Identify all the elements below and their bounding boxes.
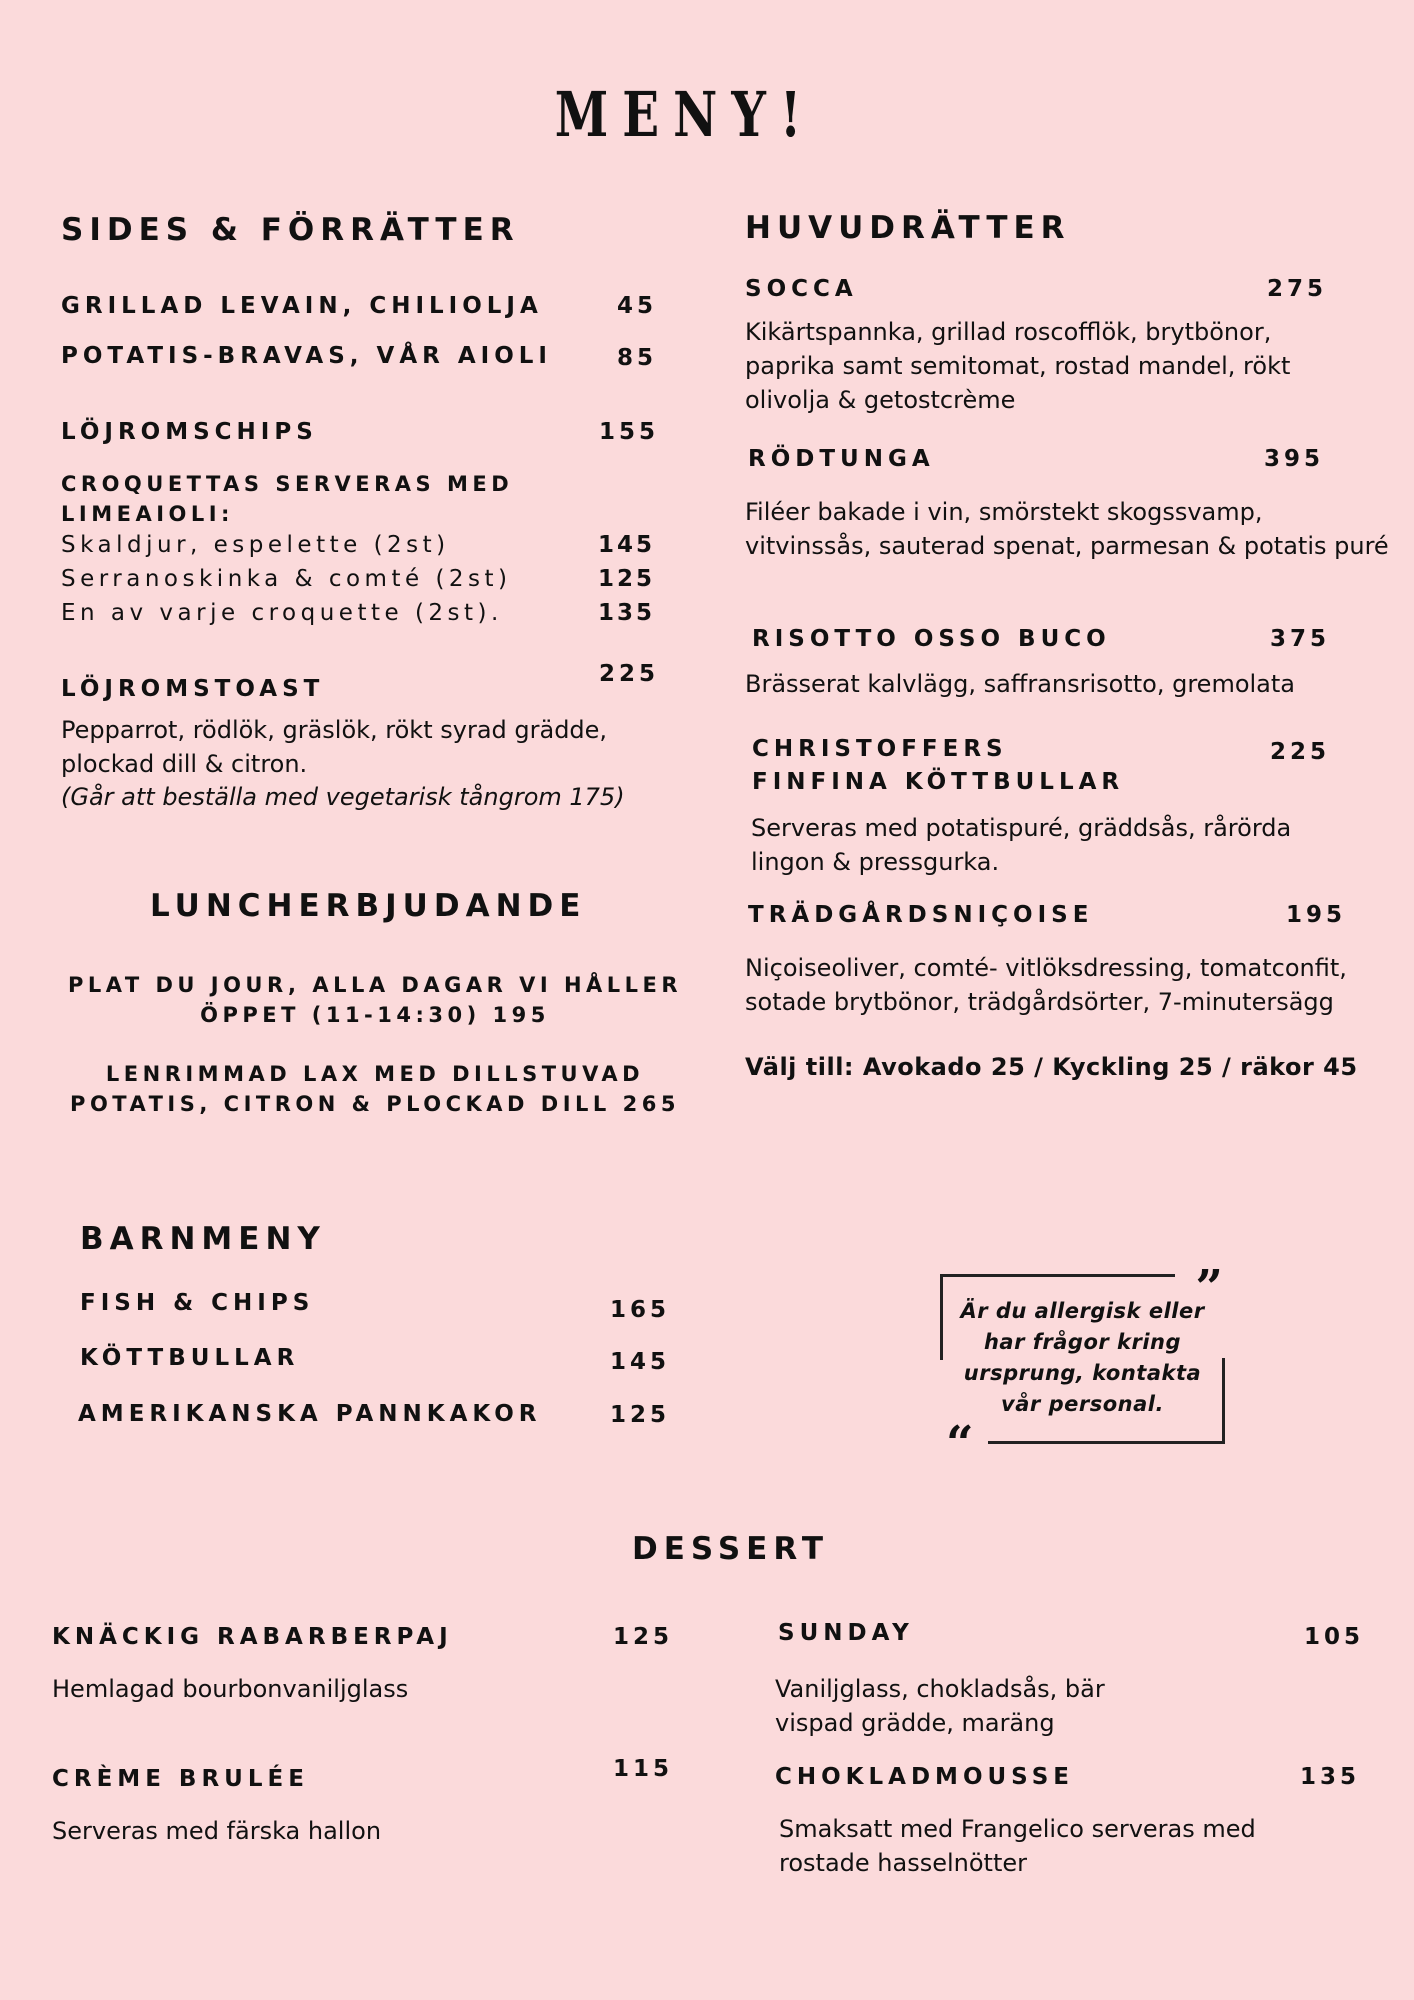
item-name: RÖDTUNGA xyxy=(748,446,935,472)
item-name: SUNDAY xyxy=(778,1620,914,1646)
lunch-offer: ÖPPET (11-14:30) 195 xyxy=(200,1003,550,1027)
section-heading-sides: SIDES & FÖRRÄTTER xyxy=(61,212,520,248)
item-price: 225 xyxy=(599,661,660,687)
croquette-price: 145 xyxy=(598,532,656,558)
quote-border xyxy=(988,1441,1225,1444)
item-price: 155 xyxy=(599,419,660,445)
lunch-offer: LENRIMMAD LAX MED DILLSTUVAD xyxy=(105,1062,645,1086)
open-quote-icon: “ xyxy=(946,1416,974,1472)
item-price: 125 xyxy=(613,1624,674,1650)
allergy-notice xyxy=(940,1260,1225,1472)
item-description: Smaksatt med Frangelico serveras med xyxy=(779,1815,1256,1843)
item-name: LÖJROMSTOAST xyxy=(61,676,325,702)
item-name: LÖJROMSCHIPS xyxy=(61,419,318,445)
item-description: vispad grädde, maräng xyxy=(775,1709,1055,1737)
item-name: CRÈME BRULÉE xyxy=(52,1766,309,1792)
item-price: 225 xyxy=(1270,739,1331,765)
item-description: Pepparrot, rödlök, gräslök, rökt syrad grädde, plockad dill & citron. xyxy=(61,716,608,778)
item-description: Vaniljglass, chokladsås, bär xyxy=(775,1675,1105,1703)
item-description: rostade hasselnötter xyxy=(779,1849,1027,1877)
item-price: 115 xyxy=(613,1756,674,1782)
section-heading-mains: HUVUDRÄTTER xyxy=(745,210,1071,246)
item-price: 105 xyxy=(1304,1624,1365,1650)
section-heading-dessert: DESSERT xyxy=(632,1531,829,1567)
item-price: 85 xyxy=(617,345,658,371)
section-heading-kids: BARNMENY xyxy=(80,1221,326,1257)
croquette-variant: Serranoskinka & comté (2st) xyxy=(61,566,512,592)
item-price: 275 xyxy=(1267,276,1328,302)
quote-border xyxy=(940,1274,1175,1277)
lunch-offer: POTATIS, CITRON & PLOCKAD DILL 265 xyxy=(70,1092,680,1116)
croquettas-heading: LIMEAIOLI: xyxy=(61,502,234,526)
item-name: AMERIKANSKA PANNKAKOR xyxy=(78,1401,542,1427)
item-name: CHRISTOFFERS xyxy=(752,736,1008,762)
item-name: RISOTTO OSSO BUCO xyxy=(752,626,1111,652)
item-name: KNÄCKIG RABARBERPAJ xyxy=(52,1624,453,1650)
item-price: 395 xyxy=(1264,446,1325,472)
item-name: TRÄDGÅRDSNIÇOISE xyxy=(748,902,1094,928)
item-name: CHOKLADMOUSSE xyxy=(775,1764,1074,1790)
quote-border xyxy=(1222,1358,1225,1444)
croquettas-heading: CROQUETTAS SERVERAS MED xyxy=(61,472,514,496)
close-quote-icon: ” xyxy=(1195,1260,1223,1316)
quote-border xyxy=(940,1274,943,1360)
add-on-options: Välj till: Avokado 25 / Kyckling 25 / räkor 45 xyxy=(745,1053,1358,1081)
item-note: (Går att beställa med vegetarisk tångrom 175) xyxy=(61,783,625,811)
item-price: 145 xyxy=(610,1349,671,1375)
item-description: Serveras med potatispuré, gräddsås, rårörda lingon & pressgurka. xyxy=(751,814,1292,876)
item-description: Serveras med färska hallon xyxy=(52,1817,382,1845)
item-description: Kikärtspannka, grillad roscofflök, brytbönor, paprika samt semitomat, rostad mandel, rökt olivolja & getostcrème xyxy=(745,318,1291,414)
item-price: 125 xyxy=(610,1402,671,1428)
item-name: FISH & CHIPS xyxy=(80,1290,315,1316)
item-name: SOCCA xyxy=(745,276,858,302)
croquette-variant: En av varje croquette (2st). xyxy=(61,600,503,626)
item-name: POTATIS-BRAVAS, VÅR AIOLI xyxy=(61,343,552,369)
item-price: 195 xyxy=(1286,902,1347,928)
item-description: Hemlagad bourbonvaniljglass xyxy=(52,1675,409,1703)
item-price: 375 xyxy=(1270,626,1331,652)
item-price: 135 xyxy=(1300,1764,1361,1790)
section-heading-lunch: LUNCHERBJUDANDE xyxy=(150,888,587,924)
item-name: GRILLAD LEVAIN, CHILIOLJA xyxy=(61,293,543,319)
croquette-price: 135 xyxy=(598,600,656,626)
item-name: FINFINA KÖTTBULLAR xyxy=(752,769,1125,795)
item-description: Niçoiseoliver, comté- vitlöksdressing, tomatconfit, sotade brytbönor, trädgårdsörter, 7-minutersägg xyxy=(745,954,1347,1016)
item-description: Brässerat kalvlägg, saffransrisotto, gremolata xyxy=(745,670,1295,698)
item-name: KÖTTBULLAR xyxy=(80,1345,300,1371)
item-price: 45 xyxy=(617,293,658,319)
item-description: Filéer bakade i vin, smörstekt skogssvamp, vitvinssås, sauterad spenat, parmesan & potatis puré xyxy=(745,498,1389,560)
lunch-offer: PLAT DU JOUR, ALLA DAGAR VI HÅLLER xyxy=(67,973,683,997)
croquette-price: 125 xyxy=(598,566,656,592)
croquette-variant: Skaldjur, espelette (2st) xyxy=(61,532,450,558)
menu-title: MENY! xyxy=(554,78,816,151)
allergy-text: Är du allergisk eller har frågor kring ursprung, kontakta vår personal. xyxy=(960,1299,1205,1416)
item-price: 165 xyxy=(610,1297,671,1323)
